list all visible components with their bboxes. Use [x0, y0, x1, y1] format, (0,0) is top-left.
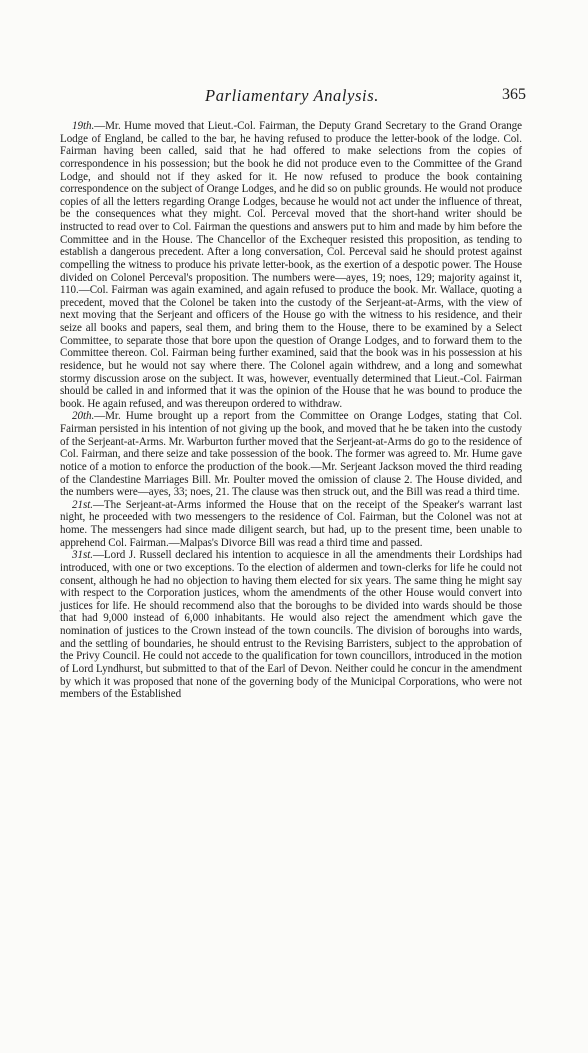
- page-number: 365: [502, 86, 526, 103]
- paragraph-20th: [60, 410, 522, 498]
- entry-text: —Mr. Hume brought up a report from the Committee on Orange Lodges, stating that Col. Fairman persisted in his intention of not giving up the book, and moved that he be taken into the custody of the Serjeant-at-Arms. Mr. Warburton further moved that the Serjeant-at-Arms do go to the residence of Col. Fairman, and there seize and take possession of the book. The former was agreed to. Mr. Hume gave notice of a motion to enforce the production of the book.—Mr. Serjeant Jackson moved the third reading of the Clandestine Marriages Bill. Mr. Poulter moved the omission of clause 2. The House divided, and the numbers were—ayes, 33; noes, 21. The clause was then struck out, and the Bill was read a third time.: [60, 410, 522, 499]
- body-text: [60, 120, 522, 701]
- entry-text: —Mr. Hume moved that Lieut.-Col. Fairman, the Deputy Grand Secretary to the Grand Orange Lodge of England, be called to the bar, he having refused to produce the letter-book of the lodge. Col. Fairman having been called, said that he had offered to make selections from the copies of correspondence in his possession; but the book he did not produce even to the Committee of the Grand Lodge, and should not if they asked for it. He now refused to produce the book containing correspondence on the subject of Orange Lodges, and he did so on public grounds. He would not produce copies of all the letters regarding Orange Lodges, because he would not act under the influence of threat, be the consequences what they might. Col. Perceval moved that the short-hand writer should be instructed to read over to Col. Fairman the questions and answers put to him and made by him before the Committee and in the House. The Chancellor of the Exchequer resisted this proposition, as tending to establish a dangerous precedent. After a long conversation, Col. Perceval said he should protest against compelling the witness to produce his private letter-book, as the exertion of a despotic power. The House divided on Colonel Perceval's proposition. The numbers were—ayes, 19; noes, 129; majority against it, 110.—Col. Fairman was again examined, and again refused to produce the book. Mr. Wallace, quoting a precedent, moved that the Colonel be taken into the custody of the Serjeant-at-Arms, with the view of next moving that the Serjeant and officers of the House go with the witness to his residence, and their seize all books and papers, seal them, and bring them to the House, there to be examined by a Select Committee, to separate those that bore upon the question of Orange Lodges, and to forward them to the Committee thereon. Col. Fairman being further examined, said that the book was in his possession at his residence, but he would not say where there. The Colonel again withdrew, and a long and somewhat stormy discussion arose on the subject. It was, however, eventually determined that Lieut.-Col. Fairman should be called in and informed that it was the opinion of the House that he was bound to produce the book. He again refused, and was thereupon ordered to withdraw.: [60, 120, 522, 410]
- running-head: [58, 86, 526, 108]
- running-title: Parliamentary Analysis.: [205, 86, 379, 105]
- paragraph-31st: [60, 549, 522, 701]
- paragraph-19th: [60, 120, 522, 410]
- paragraph-21st: [60, 499, 522, 550]
- entry-date: 19th.: [72, 120, 95, 132]
- entry-date: 20th.: [72, 410, 95, 423]
- entry-date: 31st.: [72, 549, 93, 562]
- entry-text: —The Serjeant-at-Arms informed the House that on the receipt of the Speaker's warrant last night, he proceeded with two messengers to the residence of Col. Fairman, but the Colonel was not at home. The messengers had since made diligent search, but had, up to the present time, been unable to apprehend Col. Fairman.—Malpas's Divorce Bill was read a third time and passed.: [60, 498, 522, 549]
- entry-date: 21st.: [72, 498, 93, 511]
- entry-text: —Lord J. Russell declared his intention to acquiesce in all the amendments their Lordships had introduced, with one or two exceptions. To the election of aldermen and town-clerks for life he could not consent, although he had no objection to having them elected for six years. The same thing he might say with respect to the Corporation justices, whom the amendments of the other House would convert into justices for life. He should recommend also that the boroughs to be divided into wards should be those that had 9,000 instead of 6,000 inhabitants. He would also reject the amendment which gave the nomination of justices to the Crown instead of the town councils. The division of boroughs into wards, and the settling of boundaries, he should entrust to the Revising Barristers, subject to the approbation of the Privy Council. He could not accede to the qualification for town councillors, introduced in the motion of Lord Lyndhurst, but submitted to that of the Earl of Devon. Neither could he concur in the amendment by which it was proposed that none of the governing body of the Municipal Corporations, who were not members of the Established: [60, 549, 522, 701]
